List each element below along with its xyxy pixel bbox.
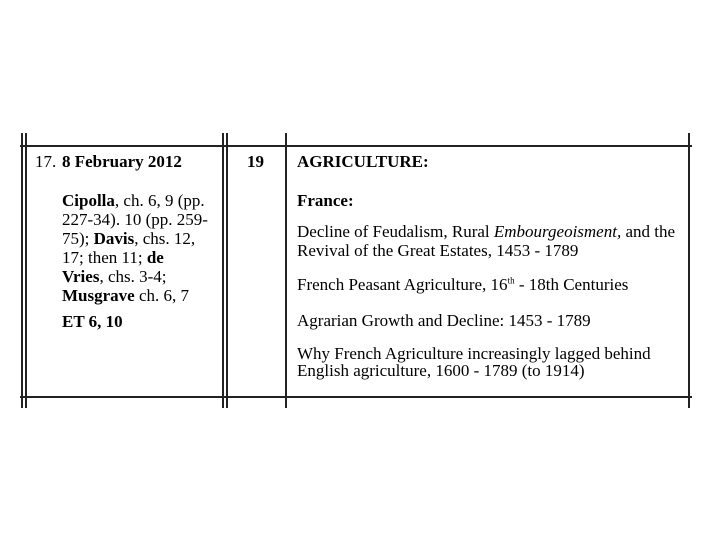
topic-item-3: Agrarian Growth and Decline: 1453 - 1789 <box>297 311 591 330</box>
reading-line-3: 75); Davis, chs. 12, <box>62 229 196 248</box>
session-number: 19 <box>247 152 264 171</box>
reading-line-1: Cipolla, ch. 6, 9 (pp. <box>62 191 205 210</box>
lecture-date: 8 February 2012 <box>62 152 182 171</box>
table-left-border <box>21 133 23 408</box>
table-right-border <box>688 133 690 408</box>
et-reference: ET 6, 10 <box>62 312 123 331</box>
topic-heading: AGRICULTURE: <box>297 152 429 171</box>
reading-line-4: 17; then 11; de <box>62 248 164 267</box>
topic-item-1-line-1: Decline of Feudalism, Rural Embourgeoisment, and the <box>297 222 676 241</box>
column-divider-1 <box>222 133 224 408</box>
table-bottom-border <box>20 396 692 398</box>
topic-item-1-line-2: Revival of the Great Estates, 1453 - 1789 <box>297 241 579 260</box>
topic-subheading: France: <box>297 191 354 210</box>
topic-item-4-line-1: Why French Agriculture increasingly lagged behind <box>297 344 651 363</box>
reading-line-6: Musgrave ch. 6, 7 <box>62 286 190 305</box>
table-top-border <box>20 145 692 147</box>
reading-line-5: Vries, chs. 3-4; <box>62 267 167 286</box>
topic-item-2: French Peasant Agriculture, 16th - 18th Centuries <box>297 275 629 294</box>
row-number: 17. <box>35 152 57 171</box>
column-divider-2 <box>285 133 287 408</box>
column-divider-1-inner <box>226 133 228 408</box>
topic-item-4-line-2: English agriculture, 1600 - 1789 (to 1914) <box>297 361 585 380</box>
reading-line-2: 227-34). 10 (pp. 259- <box>62 210 208 229</box>
table-left-border-inner <box>25 133 27 408</box>
